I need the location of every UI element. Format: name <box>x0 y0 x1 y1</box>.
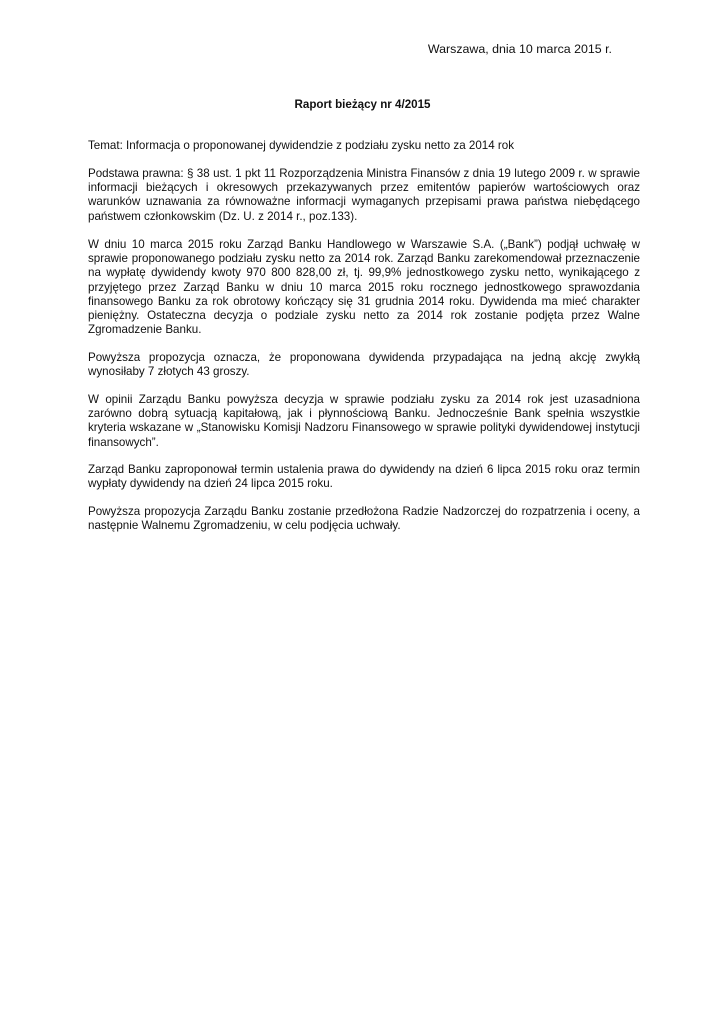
paragraph-dividend-per-share <box>88 351 640 379</box>
paragraph-dates <box>88 463 640 491</box>
legal-basis <box>88 167 640 224</box>
subject-text: Temat: Informacja o proponowanej dywidendzie z podziału zysku netto za 2014 rok <box>88 139 514 152</box>
paragraph-justification <box>88 393 640 450</box>
paragraph-resolution <box>88 238 640 337</box>
paragraph-text: Zarząd Banku zaproponował termin ustalenia prawa do dywidendy na dzień 6 lipca 2015 roku oraz termin wypłaty dywidendy na dzień 24 lipca 2015 roku. <box>88 463 640 491</box>
paragraph-text: W opinii Zarządu Banku powyższa decyzja w sprawie podziału zysku za 2014 rok jest uzasadniona zarówno dobrą sytuacją kapitałową, jak i płynnościową Banku. Jednocześnie Bank spełnia wszystkie kryteria wskazane w „Stanowisku Komisji Nadzoru Finansowego w sprawie polityki dywidendowej instytucji finansowych”. <box>88 393 640 449</box>
report-subject <box>88 139 640 153</box>
paragraph-text: Powyższa propozycja Zarządu Banku zostanie przedłożona Radzie Nadzorczej do rozpatrzenia i oceny, a następnie Walnemu Zgromadzeniu, w celu podjęcia uchwały. <box>88 505 640 533</box>
paragraph-text: W dniu 10 marca 2015 roku Zarząd Banku Handlowego w Warszawie S.A. („Bank”) podjął uchwałę w sprawie proponowanego podziału zysku netto za 2014 rok. Zarząd Banku zarekomendował przeznaczenie na wypłatę dywidendy kwoty 970 800 828,00 zł, tj. 99,9% jednostkowego zysku netto, wynikającego z przyjętego przez Zarząd Banku w dniu 10 marca 2015 roku rocznego jednostkowego sprawozdania finansowego Banku za rok obrotowy kończący się 31 grudnia 2014 roku. Dywidenda ma mieć charakter pieniężny. Ostateczna decyzja o podziale zysku netto za 2014 rok zostanie podjęta przez Walne Zgromadzenie Banku. <box>88 238 640 337</box>
place-date: Warszawa, dnia 10 marca 2015 r. <box>427 42 612 56</box>
paragraph-next-steps <box>88 505 640 533</box>
legal-basis-text: Podstawa prawna: § 38 ust. 1 pkt 11 Rozporządzenia Ministra Finansów z dnia 19 lutego 2009 r. w sprawie informacji bieżących i okresowych przekazywanych przez emitentów papierów wartościowych oraz warunków uznawania za równoważne informacji wymaganych przepisami prawa państwa niebędącego państwem członkowskim (Dz. U. z 2014 r., poz.133). <box>88 167 640 223</box>
report-title: Raport bieżący nr 4/2015 <box>294 98 431 111</box>
paragraph-text: Powyższa propozycja oznacza, że proponowana dywidenda przypadająca na jedną akcję zwykłą wynosiłaby 7 złotych 43 groszy. <box>88 351 640 379</box>
